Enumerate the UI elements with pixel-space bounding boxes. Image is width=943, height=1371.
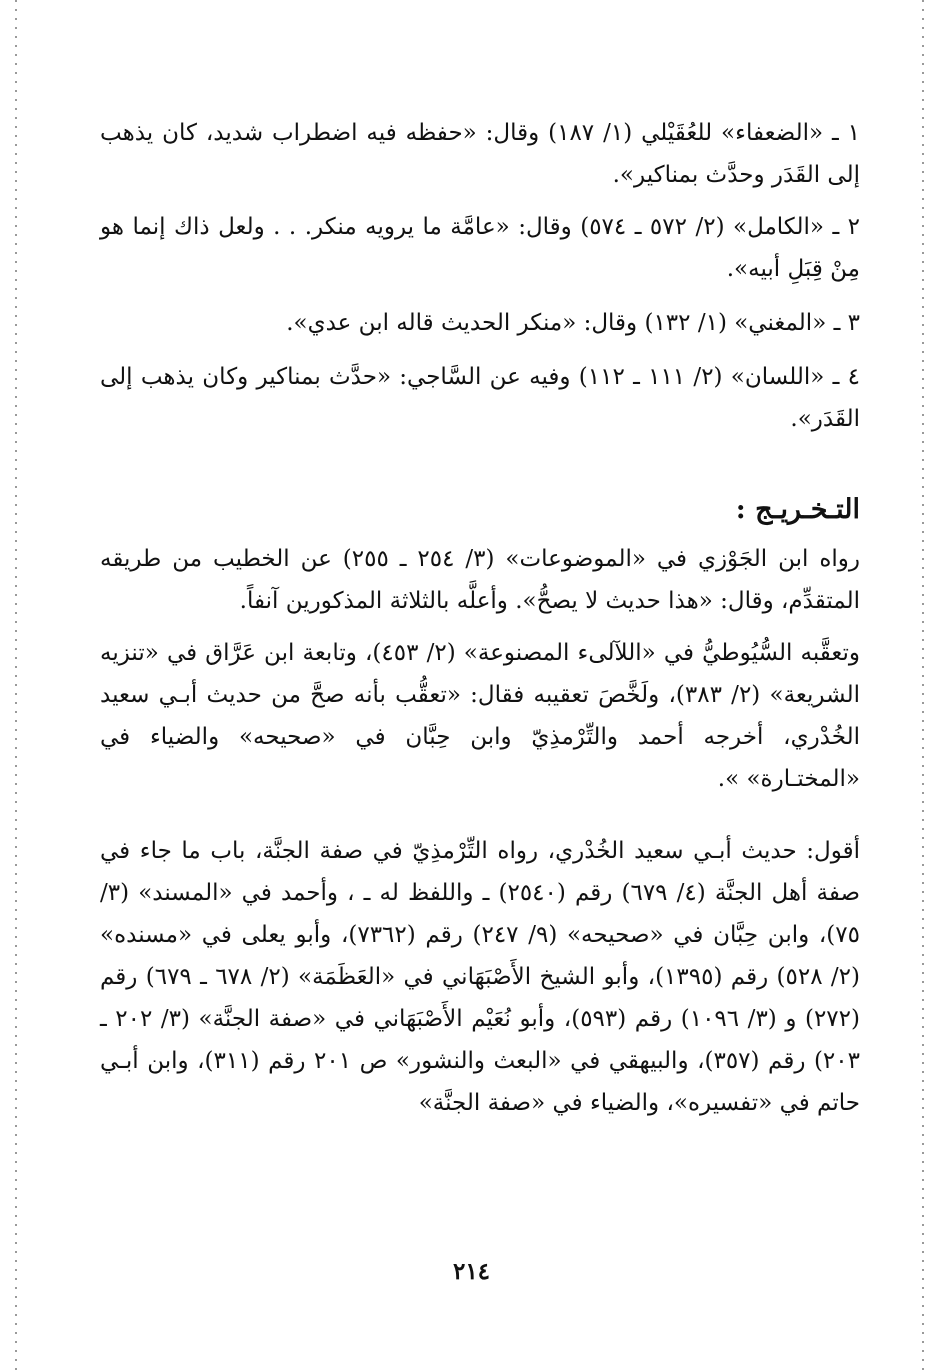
page-content [100, 112, 860, 1124]
footnote-2: ٢ ـ «الكامل» (٢/ ٥٧٢ ـ ٥٧٤) وقال: «عامَّة ما يرويه منكر. . . ولعل ذاك إنما هو مِنْ قِبَلِ أبيه». [100, 214, 860, 282]
footnote-1: ١ ـ «الضعفاء» للعُقَيْلي (١/ ١٨٧) وقال: «حفظه فيه اضطراب شديد، كان يذهب إلى القَدَر وحدَّث بمناكير». [100, 120, 861, 188]
paragraph-3: أقول: حديث أبـي سعيد الخُدْري، رواه التِّرْمذِيّ في صفة الجنَّة، باب ما جاء في صفة أهل الجنَّة (٤/ ٦٧٩) رقم (٢٥٤٠) ـ واللفظ له ـ ، وأحمد في «المسند» (٣/ ٧٥)، وابن حِبَّان في «صحيحه» (٩/ ٢٤٧) رقم (٧٣٦٢)، وأبو يعلى في «مسنده» (٢/ ٥٢٨) رقم (١٣٩٥)، وأبو الشيخ الأَصْبَهَاني في «العَظَمَة» (٢/ ٦٧٨ ـ ٦٧٩) رقم (٢٧٢) و (٣/ ١٠٩٦) رقم (٥٩٣)، وأبو نُعَيْم الأَصْبَهَاني في «صفة الجنَّة» (٣/ ٢٠٢ ـ ٢٠٣) رقم (٣٥٧)، والبيهقي في «البعث والنشور» ص ٢٠١ رقم (٣١١)، وابن أبـي حاتم في «تفسيره»، والضياء في «صفة الجنَّة» [100, 838, 860, 1116]
footnote-3: ٣ ـ «المغني» (١/ ١٣٢) وقال: «منكر الحديث قاله ابن عدي». [286, 310, 860, 336]
left-margin-dots [15, 0, 17, 1371]
footnote-4: ٤ ـ «اللسان» (٢/ ١١١ ـ ١١٢) وفيه عن السَّاجي: «حدَّث بمناكير وكان يذهب إلى القَدَر». [100, 364, 860, 432]
paragraph-1: رواه ابن الجَوْزي في «الموضوعات» (٣/ ٢٥٤ ـ ٢٥٥) عن الخطيب من طريقه المتقدِّم، وقال: «هذا حديث لا يصحُّ». وأعلَّه بالثلاثة المذكورين آنفاً. [100, 546, 860, 614]
section-heading: التـخـريـج : [735, 494, 860, 525]
right-margin-dots [922, 0, 924, 1371]
paragraph-2: وتعقَّبه السُّيُوطيُّ في «اللآلىء المصنوعة» (٢/ ٤٥٣)، وتابعة ابن عَرَّاق في «تنزيه الشريعة» (٢/ ٣٨٣)، ولَخَّصَ تعقيبه فقال: «تعقُّب بأنه صحَّ من حديث أبـي سعيد الخُدْري، أخرجه أحمد والتِّرْمذِيّ وابن حِبَّان في «صحيحه» والضياء في «المختـارة» ». [100, 640, 861, 792]
page-number: ٢١٤ [452, 1258, 491, 1285]
